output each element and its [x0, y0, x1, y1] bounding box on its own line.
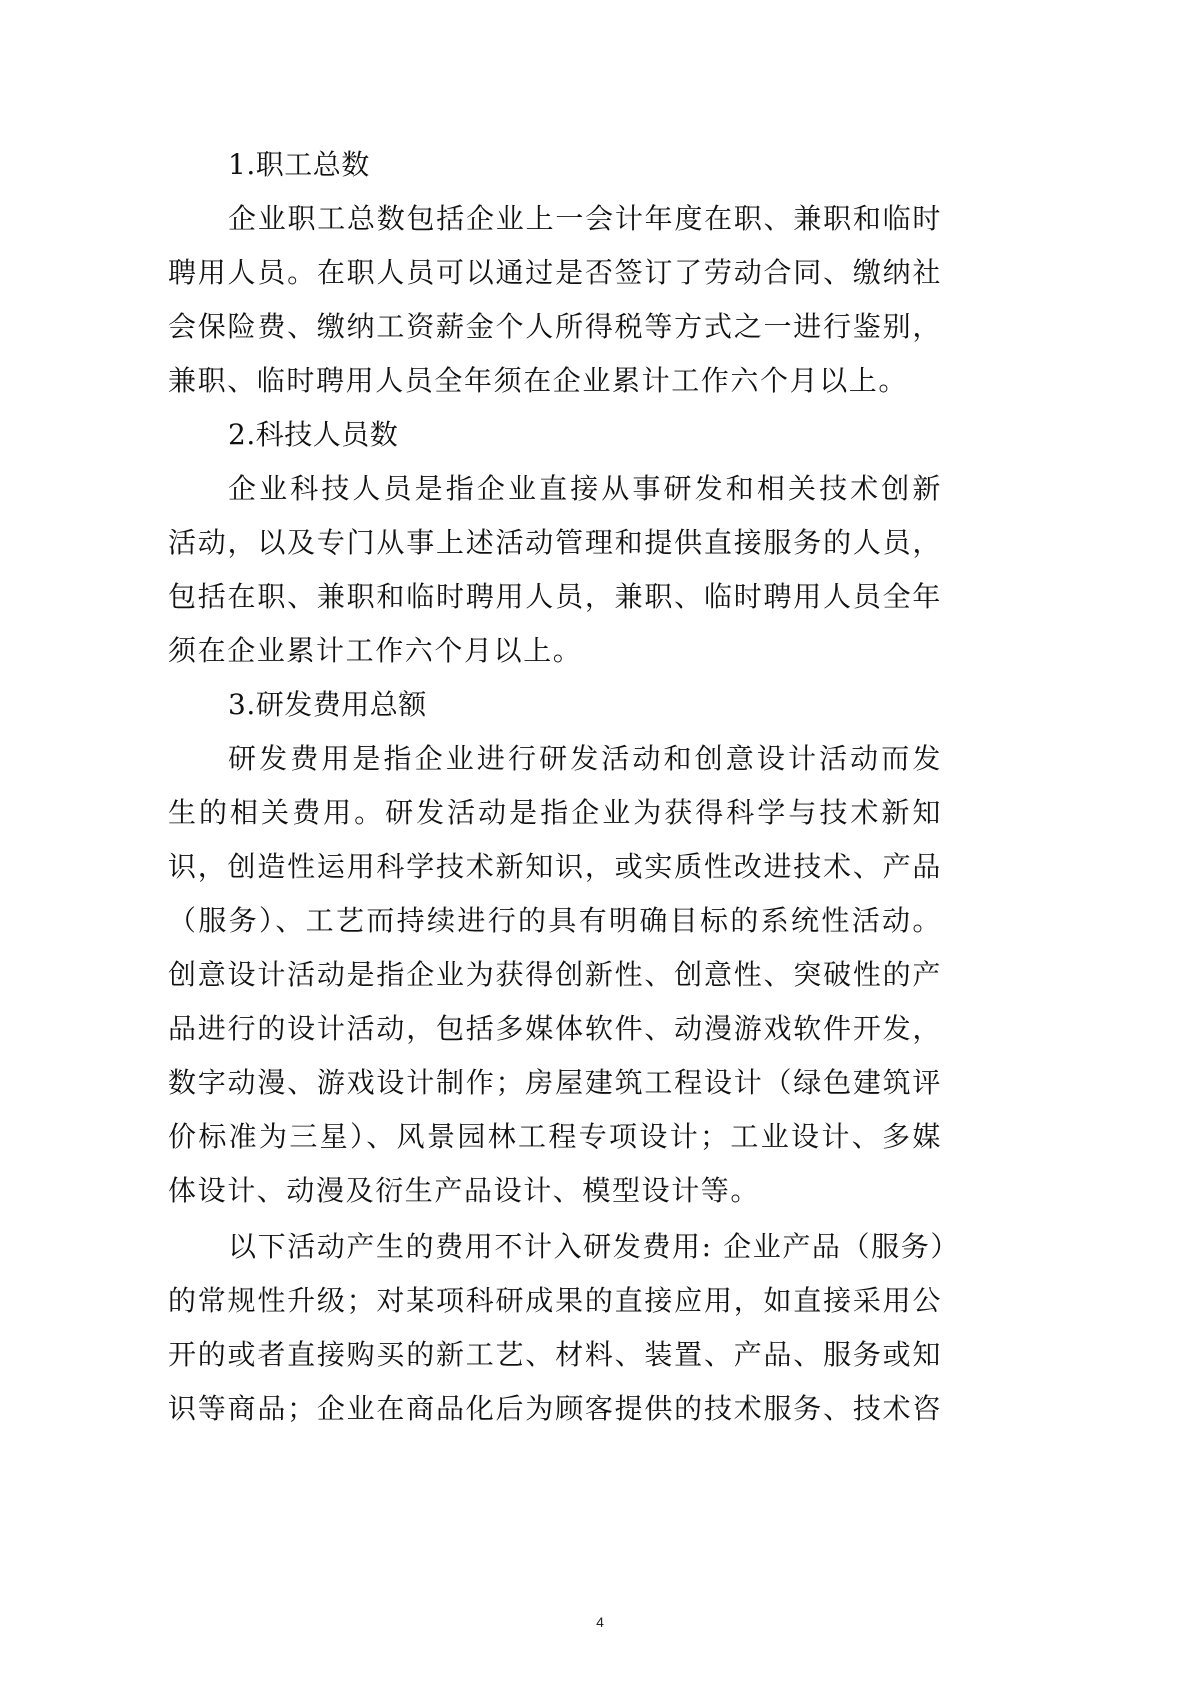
- paragraph-line: 生的相关费用。研发活动是指企业为获得科学与技术新知: [168, 796, 942, 829]
- paragraph-line: 研发费用是指企业进行研发活动和创意设计活动而发: [228, 742, 942, 775]
- paragraph-line: 以下活动产生的费用不计入研发费用: 企业产品（服务）: [228, 1230, 960, 1263]
- section-heading-2: 2.科技人员数: [228, 418, 399, 451]
- paragraph-line: 体设计、动漫及衍生产品设计、模型设计等。: [168, 1174, 761, 1207]
- paragraph-line: 须在企业累计工作六个月以上。: [168, 634, 583, 667]
- paragraph-line: 识等商品；企业在商品化后为顾客提供的技术服务、技术咨: [168, 1392, 942, 1425]
- paragraph-line: 企业职工总数包括企业上一会计年度在职、兼职和临时: [228, 202, 942, 235]
- paragraph-line: 数字动漫、游戏设计制作；房屋建筑工程设计（绿色建筑评: [168, 1066, 942, 1099]
- paragraph-line: 聘用人员。在职人员可以通过是否签订了劳动合同、缴纳社: [168, 256, 942, 289]
- paragraph-line: 会保险费、缴纳工资薪金个人所得税等方式之一进行鉴别，: [168, 310, 942, 343]
- paragraph-line: 价标准为三星）、风景园林工程专项设计；工业设计、多媒: [168, 1120, 942, 1153]
- paragraph-line: 活动，以及专门从事上述活动管理和提供直接服务的人员，: [168, 526, 942, 559]
- section-heading-1: 1.职工总数: [228, 148, 370, 181]
- paragraph-line: 开的或者直接购买的新工艺、材料、装置、产品、服务或知: [168, 1338, 942, 1371]
- paragraph-line: 识，创造性运用科学技术新知识，或实质性改进技术、产品: [168, 850, 942, 883]
- paragraph-line: 创意设计活动是指企业为获得创新性、创意性、突破性的产: [168, 958, 942, 991]
- paragraph-line: 包括在职、兼职和临时聘用人员，兼职、临时聘用人员全年: [168, 580, 942, 613]
- section-heading-3: 3.研发费用总额: [228, 688, 427, 721]
- paragraph-line: （服务）、工艺而持续进行的具有明确目标的系统性活动。: [168, 904, 942, 937]
- page-number: 4: [596, 1614, 604, 1630]
- paragraph-line: 企业科技人员是指企业直接从事研发和相关技术创新: [228, 472, 942, 505]
- paragraph-line: 兼职、临时聘用人员全年须在企业累计工作六个月以上。: [168, 364, 909, 397]
- paragraph-line: 品进行的设计活动，包括多媒体软件、动漫游戏软件开发，: [168, 1012, 942, 1045]
- paragraph-line: 的常规性升级；对某项科研成果的直接应用，如直接采用公: [168, 1284, 942, 1317]
